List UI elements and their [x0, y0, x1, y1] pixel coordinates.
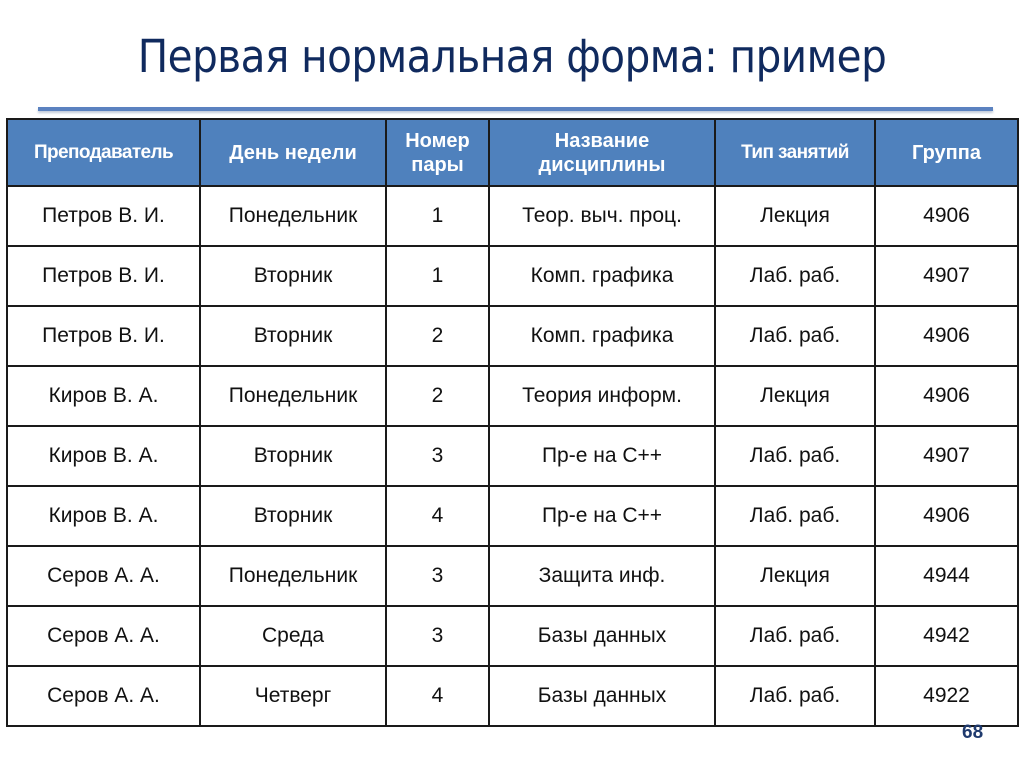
header-group: Группа: [875, 119, 1018, 186]
cell-weekday: Вторник: [200, 426, 386, 486]
cell-discipline: Комп. графика: [489, 306, 715, 366]
cell-lesson-type: Лаб. раб.: [715, 666, 875, 726]
cell-weekday: Вторник: [200, 246, 386, 306]
table-row: [7, 246, 1018, 306]
table-row: [7, 186, 1018, 246]
cell-lesson-number: 3: [386, 606, 489, 666]
cell-discipline: Базы данных: [489, 606, 715, 666]
cell-lesson-number: 3: [386, 546, 489, 606]
table-row: [7, 366, 1018, 426]
cell-teacher: Киров В. А.: [7, 366, 200, 426]
table-row: [7, 606, 1018, 666]
cell-teacher: Серов А. А.: [7, 606, 200, 666]
cell-lesson-type: Лаб. раб.: [715, 606, 875, 666]
cell-teacher: Петров В. И.: [7, 186, 200, 246]
cell-discipline: Пр-е на С++: [489, 486, 715, 546]
title-divider: [38, 107, 993, 111]
cell-lesson-type: Лекция: [715, 546, 875, 606]
cell-group: 4907: [875, 246, 1018, 306]
table-row: [7, 546, 1018, 606]
cell-teacher: Киров В. А.: [7, 486, 200, 546]
cell-lesson-number: 4: [386, 486, 489, 546]
header-discipline: Название дисциплины: [489, 119, 715, 186]
cell-group: 4906: [875, 486, 1018, 546]
table-row: [7, 486, 1018, 546]
cell-weekday: Вторник: [200, 486, 386, 546]
cell-group: 4942: [875, 606, 1018, 666]
cell-lesson-number: 1: [386, 246, 489, 306]
table-row: [7, 666, 1018, 726]
table-header-row: [7, 119, 1018, 186]
header-teacher: Преподаватель: [7, 119, 200, 186]
table-row: [7, 306, 1018, 366]
cell-group: 4922: [875, 666, 1018, 726]
table-row: [7, 426, 1018, 486]
cell-lesson-number: 2: [386, 306, 489, 366]
header-lesson-number: Номер пары: [386, 119, 489, 186]
cell-lesson-type: Лаб. раб.: [715, 306, 875, 366]
cell-discipline: Теор. выч. проц.: [489, 186, 715, 246]
cell-group: 4944: [875, 546, 1018, 606]
cell-weekday: Понедельник: [200, 546, 386, 606]
cell-weekday: Понедельник: [200, 186, 386, 246]
cell-teacher: Петров В. И.: [7, 306, 200, 366]
cell-teacher: Киров В. А.: [7, 426, 200, 486]
slide-title: Первая нормальная форма: пример: [137, 30, 887, 83]
header-weekday: День недели: [200, 119, 386, 186]
header-lesson-type: Тип занятий: [715, 119, 875, 186]
cell-group: 4907: [875, 426, 1018, 486]
cell-teacher: Серов А. А.: [7, 666, 200, 726]
cell-discipline: Защита инф.: [489, 546, 715, 606]
cell-teacher: Серов А. А.: [7, 546, 200, 606]
cell-lesson-number: 2: [386, 366, 489, 426]
cell-lesson-type: Лаб. раб.: [715, 246, 875, 306]
cell-lesson-number: 4: [386, 666, 489, 726]
cell-group: 4906: [875, 186, 1018, 246]
cell-lesson-type: Лаб. раб.: [715, 426, 875, 486]
cell-weekday: Среда: [200, 606, 386, 666]
cell-weekday: Понедельник: [200, 366, 386, 426]
cell-discipline: Теория информ.: [489, 366, 715, 426]
cell-lesson-type: Лекция: [715, 366, 875, 426]
cell-discipline: Комп. графика: [489, 246, 715, 306]
cell-group: 4906: [875, 366, 1018, 426]
cell-discipline: Пр-е на С++: [489, 426, 715, 486]
cell-teacher: Петров В. И.: [7, 246, 200, 306]
cell-weekday: Четверг: [200, 666, 386, 726]
page-number: 68: [962, 722, 984, 743]
cell-discipline: Базы данных: [489, 666, 715, 726]
cell-lesson-number: 1: [386, 186, 489, 246]
cell-lesson-number: 3: [386, 426, 489, 486]
schedule-table: [6, 118, 1019, 727]
cell-lesson-type: Лаб. раб.: [715, 486, 875, 546]
cell-lesson-type: Лекция: [715, 186, 875, 246]
cell-group: 4906: [875, 306, 1018, 366]
cell-weekday: Вторник: [200, 306, 386, 366]
